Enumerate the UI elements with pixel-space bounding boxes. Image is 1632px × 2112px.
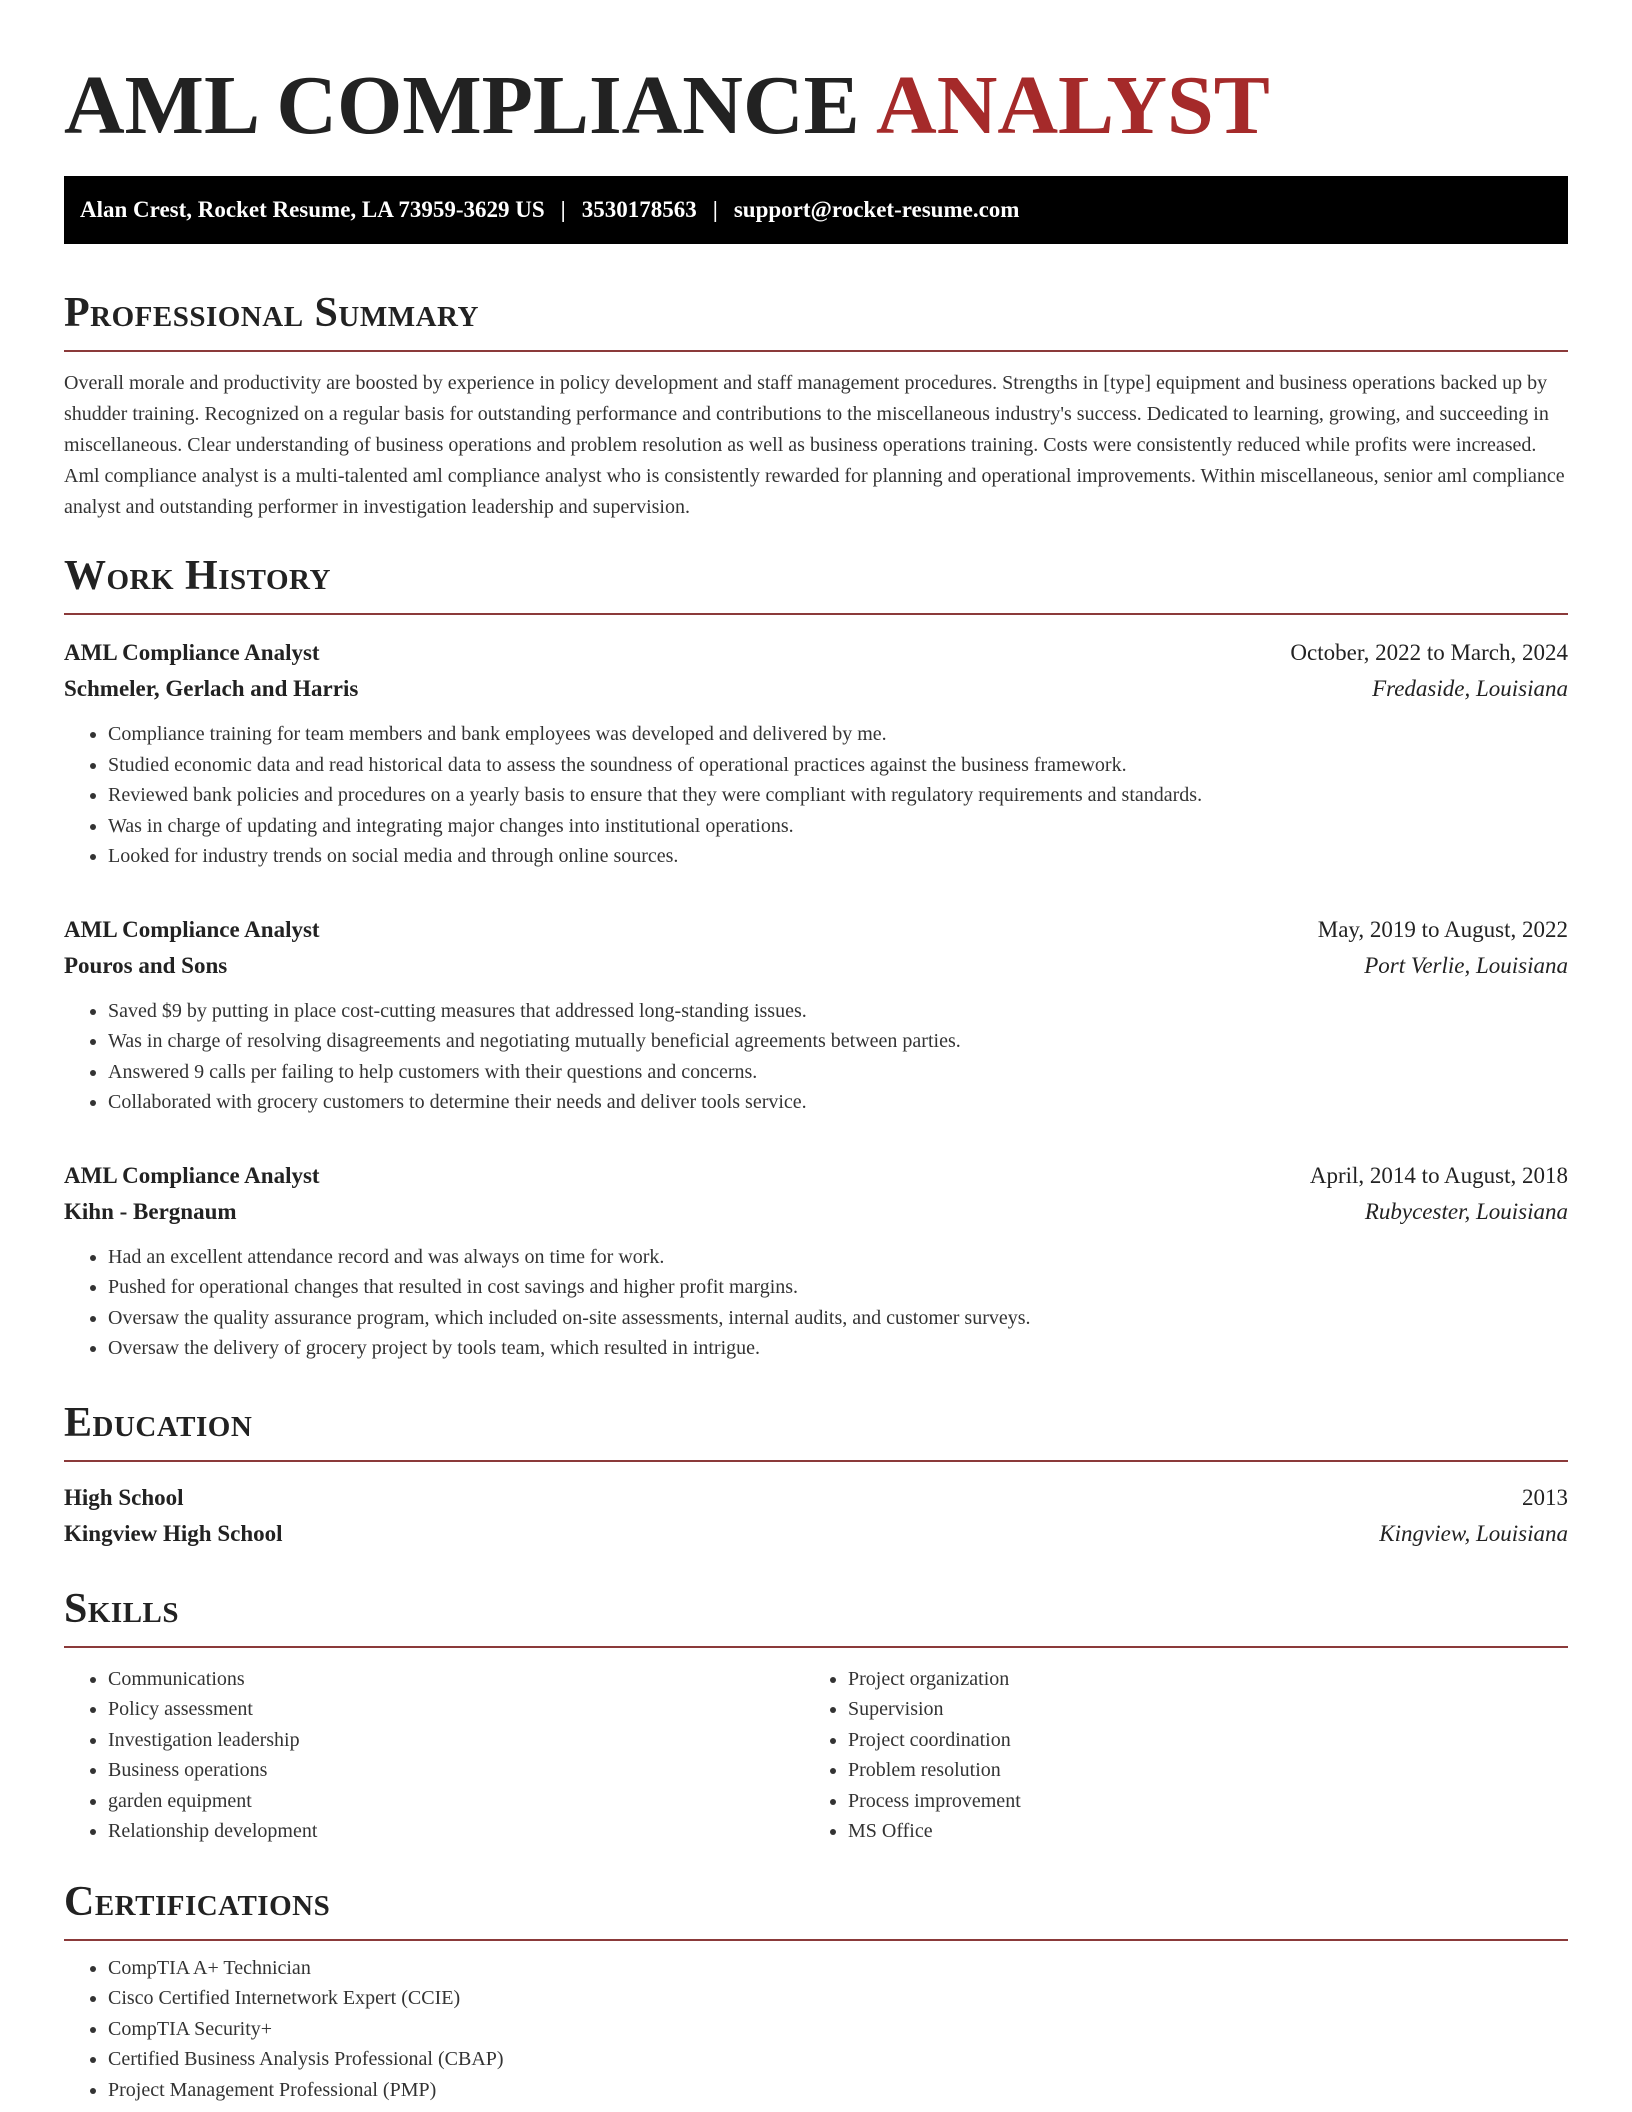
job-company: Schmeler, Gerlach and Harris [64,676,359,701]
job-bullets [64,719,1568,872]
skills-column-right [804,1664,1544,1847]
job-dates: April, 2014 to August, 2018 [1309,1162,1568,1188]
skill-item: • Investigation leadership [108,1725,804,1756]
skill-item: • MS Office [848,1816,1544,1847]
contact-separator: | [712,197,718,222]
summary-section [64,288,1568,523]
job-bullets [64,1242,1568,1364]
skill-item: • Problem resolution [848,1755,1544,1786]
skills-heading: Skills [64,1584,1568,1648]
skill-item: • Project coordination [848,1725,1544,1756]
job-bullet: • Oversaw the delivery of grocery project by tools team, which resulted in intrigue. [108,1333,1568,1364]
certification-item: • Cisco Certified Internetwork Expert (CCIE) [108,1983,1568,2014]
summary-text: Overall morale and productivity are boosted by experience in policy development and staff management procedures. Strengths in [type] equipment and business operations backed up by shudder training. Recognized on a regular basis for outstanding performance and contributions to the miscellaneous industry's success. Dedicated to learning, growing, and succeeding in miscellaneous. Clear understanding of business operations and problem resolution as well as business operations training. Costs were consistently reduced while profits were increased. Aml compliance analyst is a multi-talented aml compliance analyst who is consistently rewarded for planning and operational improvements. Within miscellaneous, senior aml compliance analyst and outstanding performer in investigation leadership and supervision. [64,372,1565,518]
skill-item: • Business operations [108,1755,804,1786]
education-heading: Education [64,1398,1568,1462]
job-bullet: • Reviewed bank policies and procedures on a yearly basis to ensure that they were compliant with regulatory requirements and standards. [108,780,1568,811]
certifications-section [64,1877,1568,2106]
work-history-heading: Work History [64,551,1568,615]
certifications-heading: Certifications [64,1877,1568,1941]
contact-bar [64,176,1568,244]
contact-address: Alan Crest, Rocket Resume, LA 73959-3629 US [80,197,545,222]
education-section [64,1398,1568,1552]
job-bullet: • Oversaw the quality assurance program, which included on-site assessments, internal audits, and customer surveys. [108,1303,1568,1334]
job-title: AML Compliance Analyst [64,916,320,942]
job-location: Fredaside, Louisiana [1372,676,1568,701]
job-entry [64,912,1568,1118]
education-entry [64,1480,1568,1552]
skill-item: • Process improvement [848,1786,1544,1817]
job-entry [64,635,1568,872]
job-bullet: • Was in charge of resolving disagreements and negotiating mutually beneficial agreements between parties. [108,1026,1568,1057]
skill-item: • Policy assessment [108,1694,804,1725]
title-accent: ANALYST [876,59,1270,152]
job-dates: October, 2022 to March, 2024 [1290,640,1568,665]
job-title: AML Compliance Analyst [64,640,320,665]
job-company: Kihn - Bergnaum [64,1198,237,1224]
skill-item: • garden equipment [108,1786,804,1817]
certification-item: • Project Management Professional (PMP) [108,2075,1568,2106]
job-location: Rubycester, Louisiana [1364,1198,1568,1224]
job-company: Pouros and Sons [64,952,228,978]
job-bullet: • Pushed for operational changes that resulted in cost savings and higher profit margins. [108,1272,1568,1303]
certifications-list [64,1953,1568,2106]
summary-heading: Professional Summary [64,288,1568,352]
job-bullet: • Was in charge of updating and integrating major changes into institutional operations. [108,811,1568,842]
certification-item: • CompTIA Security+ [108,2014,1568,2045]
contact-separator: | [560,197,566,222]
education-year: 2013 [1522,1484,1568,1510]
job-bullet: • Saved $9 by putting in place cost-cutting measures that addressed long-standing issues. [108,996,1568,1027]
education-degree: High School [64,1484,184,1510]
job-bullet: • Collaborated with grocery customers to determine their needs and deliver tools service. [108,1087,1568,1118]
contact-phone[interactable]: 3530178563 [581,197,697,222]
title-main: AML COMPLIANCE [64,59,860,152]
job-bullet: • Looked for industry trends on social media and through online sources. [108,841,1568,872]
skill-item: • Communications [108,1664,804,1695]
resume-page [0,56,1632,2112]
skill-item: • Project organization [848,1664,1544,1695]
job-entry [64,1158,1568,1364]
job-bullet: • Answered 9 calls per failing to help customers with their questions and concerns. [108,1057,1568,1088]
job-bullet: • Compliance training for team members and bank employees was developed and delivered by me. [108,719,1568,750]
skill-item: • Supervision [848,1694,1544,1725]
skill-item: • Relationship development [108,1816,804,1847]
skills-column-left [64,1664,804,1847]
job-bullets [64,996,1568,1118]
skills-grid [64,1664,1568,1847]
job-dates: May, 2019 to August, 2022 [1317,916,1568,942]
job-bullet: • Studied economic data and read historical data to assess the soundness of operational practices against the business framework. [108,750,1568,781]
job-bullet: • Had an excellent attendance record and was always on time for work. [108,1242,1568,1273]
job-location: Port Verlie, Louisiana [1364,952,1568,978]
education-school: Kingview High School [64,1520,283,1546]
resume-title [64,56,1568,156]
skills-section [64,1584,1568,1847]
certification-item: • CompTIA A+ Technician [108,1953,1568,1984]
work-history-section [64,551,1568,1364]
job-title: AML Compliance Analyst [64,1162,320,1188]
certification-item: • Certified Business Analysis Professional (CBAP) [108,2044,1568,2075]
contact-email[interactable]: support@rocket-resume.com [733,197,1020,222]
education-location: Kingview, Louisiana [1379,1520,1568,1546]
